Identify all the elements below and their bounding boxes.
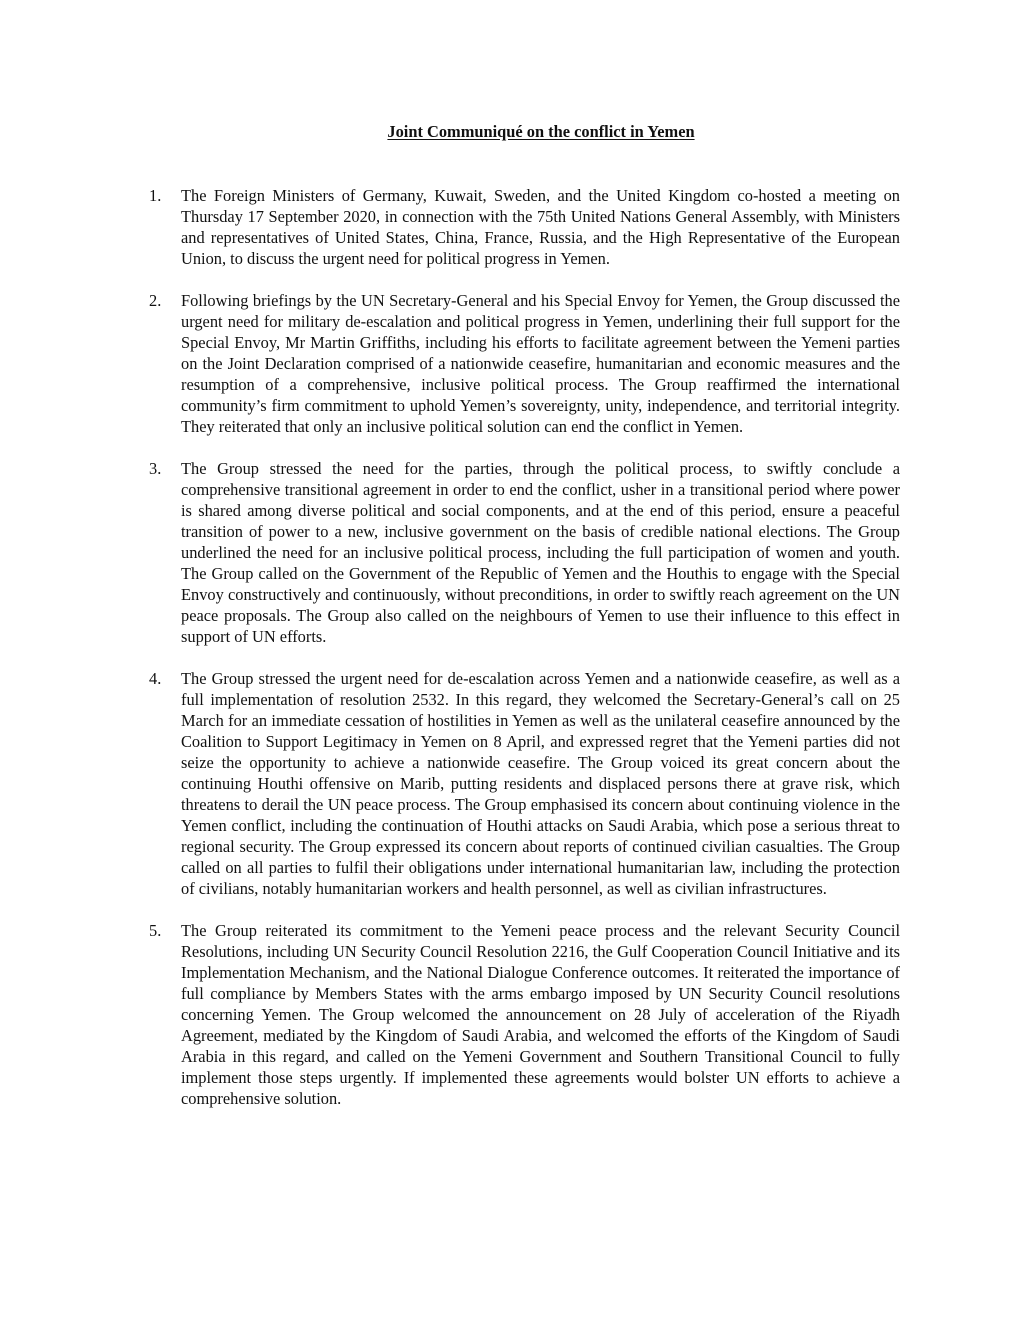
paragraph-text: Following briefings by the UN Secretary-General and his Special Envoy for Yemen, the Group discussed the urgent need for military de-escalation and political progress in Yemen, underlining their full support for the Special Envoy, Mr Martin Griffiths, including his efforts to facilitate agreement between the Yemeni parties on the Joint Declaration comprised of a nationwide ceasefire, humanitarian and economic measures and the resumption of a comprehensive, inclusive political process. The Group reaffirmed the international community’s firm commitment to uphold Yemen’s sovereignty, unity, independence, and territorial integrity. They reiterated that only an inclusive political solution can end the conflict in Yemen. — [181, 291, 900, 436]
paragraph-number: 4. — [149, 669, 162, 688]
document-title: Joint Communiqué on the conflict in Yemen — [387, 122, 695, 141]
paragraph-text: The Group stressed the need for the parties, through the political process, to swiftly conclude a comprehensive transitional agreement in order to end the conflict, usher in a transitional period where power is shared among diverse political and social components, and at the end of this period, ensure a peaceful transition of power to a new, inclusive government on the basis of credible national elections. The Group underlined the need for an inclusive political process, including the full participation of women and youth. The Group called on the Government of the Republic of Yemen and the Houthis to engage with the Special Envoy constructively and continuously, without preconditions, in order to swiftly reach agreement on the UN peace proposals. The Group also called on the neighbours of Yemen to use their influence to this effect in support of UN efforts. — [181, 459, 900, 646]
paragraph-text: The Foreign Ministers of Germany, Kuwait, Sweden, and the United Kingdom co-hosted a meeting on Thursday 17 September 2020, in connection with the 75th United Nations General Assembly, with Ministers and representatives of United States, China, France, Russia, and the High Representative of the European Union, to discuss the urgent need for political progress in Yemen. — [181, 186, 900, 268]
paragraph-item — [148, 290, 900, 437]
paragraph-item — [148, 185, 900, 269]
paragraph-number: 1. — [149, 186, 162, 205]
paragraph-item — [148, 458, 900, 647]
paragraph-number: 2. — [149, 291, 162, 310]
paragraph-number: 5. — [149, 921, 162, 940]
paragraph-item — [148, 920, 900, 1109]
paragraph-text: The Group reiterated its commitment to the Yemeni peace process and the relevant Security Council Resolutions, including UN Security Council Resolution 2216, the Gulf Cooperation Council Initiative and its Implementation Mechanism, and the National Dialogue Conference outcomes. It reiterated the importance of full compliance by Members States with the arms embargo imposed by UN Security Council resolutions concerning Yemen. The Group welcomed the announcement on 28 July of acceleration of the Riyadh Agreement, mediated by the Kingdom of Saudi Arabia, and welcomed the efforts of the Kingdom of Saudi Arabia in this regard, and called on the Yemeni Government and Southern Transitional Council to fully implement those steps urgently. If implemented these agreements would bolster UN efforts to achieve a comprehensive solution. — [181, 921, 900, 1108]
paragraph-number: 3. — [149, 459, 162, 478]
paragraph-list — [148, 185, 900, 1130]
paragraph-text: The Group stressed the urgent need for de-escalation across Yemen and a nationwide ceasefire, as well as a full implementation of resolution 2532. In this regard, they welcomed the Secretary-General’s call on 25 March for an immediate cessation of hostilities in Yemen as well as the unilateral ceasefire announced by the Coalition to Support Legitimacy in Yemen on 8 April, and expressed regret that the Yemeni parties did not seize the opportunity to achieve a nationwide ceasefire. The Group voiced its great concern about the continuing Houthi offensive on Marib, putting residents and displaced persons there at grave risk, which threatens to derail the UN peace process. The Group emphasised its concern about continuing violence in the Yemen conflict, including the continuation of Houthi attacks on Saudi Arabia, which pose a serious threat to regional security. The Group expressed its concern about reports of continued civilian casualties. The Group called on all parties to fulfil their obligations under international humanitarian law, including the protection of civilians, notably humanitarian workers and health personnel, as well as civilian infrastructures. — [181, 669, 900, 898]
paragraph-item — [148, 668, 900, 899]
